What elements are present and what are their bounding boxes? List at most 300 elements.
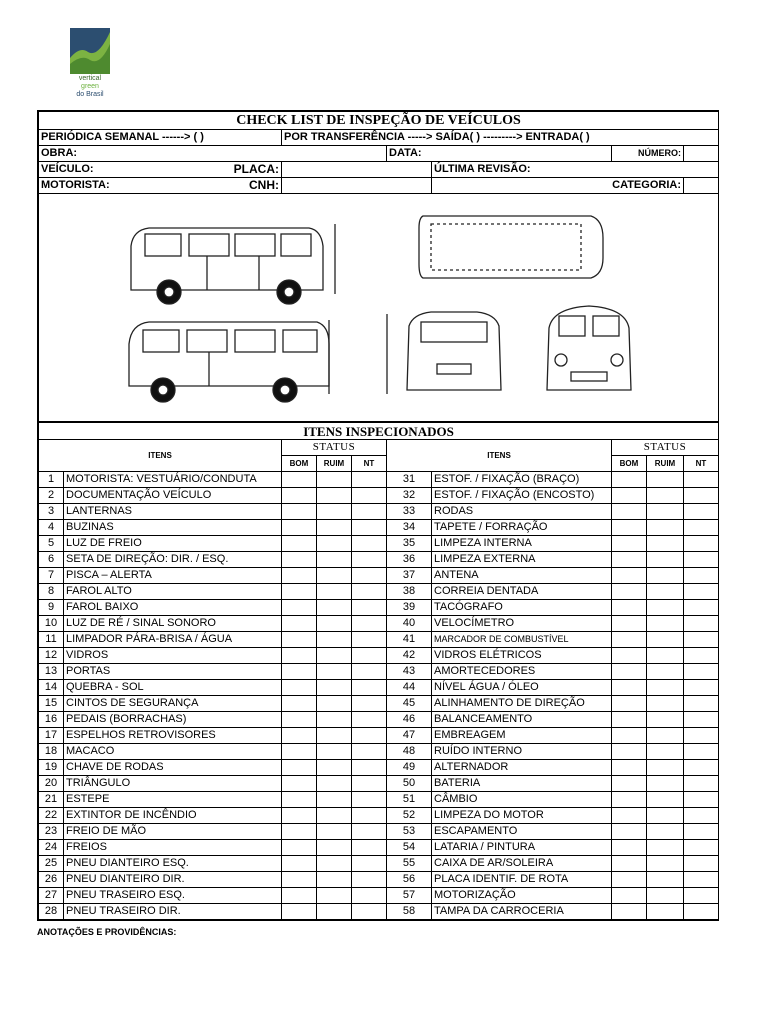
item-number: 43 (387, 664, 432, 680)
categoria-input[interactable] (684, 178, 719, 194)
status-ruim-cell[interactable] (647, 728, 684, 744)
status-ruim-cell[interactable] (647, 472, 684, 488)
item-number: 44 (387, 680, 432, 696)
itens-header-right: ITENS (387, 440, 612, 472)
status-bom-cell[interactable] (282, 840, 317, 856)
status-nt-cell[interactable] (352, 600, 387, 616)
status-ruim-cell[interactable] (647, 632, 684, 648)
status-bom-cell[interactable] (612, 488, 647, 504)
item-label: RUÍDO INTERNO (432, 744, 612, 760)
status-ruim-cell[interactable] (317, 680, 352, 696)
status-ruim-cell[interactable] (317, 728, 352, 744)
item-label: LIMPEZA DO MOTOR (432, 808, 612, 824)
table-row (39, 824, 719, 840)
status-bom-cell[interactable] (612, 536, 647, 552)
item-label: PNEU DIANTEIRO ESQ. (64, 856, 282, 872)
status-nt-cell[interactable] (352, 744, 387, 760)
status-bom-cell[interactable] (612, 792, 647, 808)
status-nt-cell[interactable] (684, 584, 719, 600)
status-header-left: STATUS (282, 440, 387, 456)
status-ruim-cell[interactable] (647, 664, 684, 680)
status-ruim-cell[interactable] (647, 824, 684, 840)
obra-field[interactable]: OBRA: (39, 146, 387, 162)
logo-mark-icon (70, 28, 110, 74)
status-ruim-cell[interactable] (317, 568, 352, 584)
item-number: 11 (39, 632, 64, 648)
periodica-field[interactable]: PERIÓDICA SEMANAL ------> ( ) (39, 130, 282, 146)
status-ruim-cell[interactable] (647, 600, 684, 616)
item-number: 53 (387, 824, 432, 840)
status-bom-cell[interactable] (282, 472, 317, 488)
status-ruim-cell[interactable] (317, 888, 352, 904)
item-number: 32 (387, 488, 432, 504)
item-label: TAPETE / FORRAÇÃO (432, 520, 612, 536)
status-bom-cell[interactable] (282, 536, 317, 552)
status-ruim-cell[interactable] (647, 584, 684, 600)
status-nt-cell[interactable] (352, 904, 387, 920)
item-label: MARCADOR DE COMBUSTÍVEL (432, 632, 612, 648)
status-ruim-cell[interactable] (317, 552, 352, 568)
status-nt-cell[interactable] (352, 584, 387, 600)
status-bom-cell[interactable] (282, 520, 317, 536)
table-row (39, 632, 719, 648)
item-label: ALTERNADOR (432, 760, 612, 776)
item-number: 38 (387, 584, 432, 600)
item-label: MOTORISTA: VESTUÁRIO/CONDUTA (64, 472, 282, 488)
inspection-table (38, 422, 719, 920)
data-field[interactable]: DATA: (387, 146, 612, 162)
status-nt-cell[interactable] (684, 536, 719, 552)
status-nt-cell[interactable] (684, 888, 719, 904)
status-bom-cell[interactable] (282, 728, 317, 744)
status-bom-cell[interactable] (282, 648, 317, 664)
item-number: 34 (387, 520, 432, 536)
status-bom-cell[interactable] (612, 664, 647, 680)
item-label: PISCA – ALERTA (64, 568, 282, 584)
table-row (39, 616, 719, 632)
vehicle-diagram (39, 194, 717, 416)
status-nt-cell[interactable] (684, 744, 719, 760)
veiculo-field[interactable] (39, 162, 282, 178)
ruim-header: RUIM (317, 456, 352, 472)
table-row (39, 856, 719, 872)
status-ruim-cell[interactable] (647, 904, 684, 920)
item-label: ESPELHOS RETROVISORES (64, 728, 282, 744)
item-label: CÂMBIO (432, 792, 612, 808)
status-bom-cell[interactable] (612, 472, 647, 488)
motorista-label: MOTORISTA: (41, 179, 110, 191)
status-bom-cell[interactable] (612, 632, 647, 648)
item-label: PEDAIS (BORRACHAS) (64, 712, 282, 728)
status-bom-cell[interactable] (612, 904, 647, 920)
status-nt-cell[interactable] (352, 488, 387, 504)
status-ruim-cell[interactable] (647, 888, 684, 904)
item-number: 37 (387, 568, 432, 584)
item-label: FREIO DE MÃO (64, 824, 282, 840)
status-ruim-cell[interactable] (647, 696, 684, 712)
status-bom-cell[interactable] (282, 856, 317, 872)
item-label: VIDROS ELÉTRICOS (432, 648, 612, 664)
numero-input[interactable] (684, 146, 719, 162)
status-nt-cell[interactable] (352, 536, 387, 552)
item-number: 33 (387, 504, 432, 520)
status-bom-cell[interactable] (282, 760, 317, 776)
item-number: 51 (387, 792, 432, 808)
status-nt-cell[interactable] (352, 776, 387, 792)
status-ruim-cell[interactable] (647, 840, 684, 856)
item-number: 20 (39, 776, 64, 792)
status-nt-cell[interactable] (684, 696, 719, 712)
status-ruim-cell[interactable] (647, 776, 684, 792)
status-bom-cell[interactable] (282, 600, 317, 616)
item-number: 55 (387, 856, 432, 872)
item-label: CORREIA DENTADA (432, 584, 612, 600)
status-bom-cell[interactable] (612, 504, 647, 520)
status-nt-cell[interactable] (352, 792, 387, 808)
status-nt-cell[interactable] (684, 760, 719, 776)
status-bom-cell[interactable] (282, 712, 317, 728)
table-row (39, 712, 719, 728)
status-bom-cell[interactable] (282, 904, 317, 920)
status-ruim-cell[interactable] (317, 584, 352, 600)
item-number: 5 (39, 536, 64, 552)
status-ruim-cell[interactable] (317, 872, 352, 888)
item-number: 35 (387, 536, 432, 552)
item-number: 27 (39, 888, 64, 904)
status-nt-cell[interactable] (352, 888, 387, 904)
status-bom-cell[interactable] (612, 840, 647, 856)
item-label: LUZ DE RÉ / SINAL SONORO (64, 616, 282, 632)
item-label: ESTEPE (64, 792, 282, 808)
status-bom-cell[interactable] (612, 584, 647, 600)
status-ruim-cell[interactable] (317, 808, 352, 824)
item-number: 19 (39, 760, 64, 776)
item-number: 56 (387, 872, 432, 888)
item-number: 18 (39, 744, 64, 760)
status-bom-cell[interactable] (612, 712, 647, 728)
status-ruim-cell[interactable] (317, 744, 352, 760)
item-label: PNEU DIANTEIRO DIR. (64, 872, 282, 888)
status-bom-cell[interactable] (282, 888, 317, 904)
veiculo-label: VEÍCULO: (41, 163, 94, 175)
status-nt-cell[interactable] (684, 824, 719, 840)
inspection-title: ITENS INSPECIONADOS (39, 423, 719, 440)
item-number: 23 (39, 824, 64, 840)
item-number: 41 (387, 632, 432, 648)
status-bom-cell[interactable] (612, 568, 647, 584)
status-bom-cell[interactable] (282, 488, 317, 504)
item-label: VIDROS (64, 648, 282, 664)
status-ruim-cell[interactable] (317, 488, 352, 504)
item-label: CAIXA DE AR/SOLEIRA (432, 856, 612, 872)
item-label: LANTERNAS (64, 504, 282, 520)
status-ruim-cell[interactable] (647, 616, 684, 632)
item-number: 46 (387, 712, 432, 728)
placa-input[interactable] (282, 162, 432, 178)
itens-header-left: ITENS (39, 440, 282, 472)
status-header-right: STATUS (612, 440, 719, 456)
header-table (38, 111, 719, 422)
status-bom-cell[interactable] (282, 808, 317, 824)
status-bom-cell[interactable] (612, 872, 647, 888)
transferencia-field[interactable]: POR TRANSFERÊNCIA -----> SAÍDA( ) ---------> ENTRADA( ) (282, 130, 719, 146)
status-nt-cell[interactable] (352, 552, 387, 568)
status-ruim-cell[interactable] (647, 856, 684, 872)
item-number: 9 (39, 600, 64, 616)
table-row (39, 840, 719, 856)
status-nt-cell[interactable] (352, 872, 387, 888)
status-ruim-cell[interactable] (317, 600, 352, 616)
status-ruim-cell[interactable] (647, 744, 684, 760)
status-nt-cell[interactable] (684, 728, 719, 744)
status-bom-cell[interactable] (612, 808, 647, 824)
status-nt-cell[interactable] (684, 552, 719, 568)
status-nt-cell[interactable] (684, 632, 719, 648)
item-number: 47 (387, 728, 432, 744)
status-nt-cell[interactable] (684, 776, 719, 792)
table-row (39, 472, 719, 488)
status-ruim-cell[interactable] (647, 648, 684, 664)
status-ruim-cell[interactable] (647, 504, 684, 520)
status-nt-cell[interactable] (352, 696, 387, 712)
table-row (39, 600, 719, 616)
status-bom-cell[interactable] (282, 664, 317, 680)
status-nt-cell[interactable] (352, 504, 387, 520)
item-label: PNEU TRASEIRO ESQ. (64, 888, 282, 904)
status-bom-cell[interactable] (282, 584, 317, 600)
status-nt-cell[interactable] (684, 504, 719, 520)
status-ruim-cell[interactable] (647, 536, 684, 552)
status-nt-cell[interactable] (352, 728, 387, 744)
item-number: 21 (39, 792, 64, 808)
status-ruim-cell[interactable] (317, 856, 352, 872)
status-bom-cell[interactable] (612, 856, 647, 872)
status-ruim-cell[interactable] (317, 760, 352, 776)
status-ruim-cell[interactable] (647, 712, 684, 728)
status-bom-cell[interactable] (282, 776, 317, 792)
status-bom-cell[interactable] (282, 632, 317, 648)
status-nt-cell[interactable] (352, 648, 387, 664)
status-ruim-cell[interactable] (317, 648, 352, 664)
status-ruim-cell[interactable] (317, 664, 352, 680)
item-label: ESCAPAMENTO (432, 824, 612, 840)
status-ruim-cell[interactable] (317, 696, 352, 712)
cnh-input[interactable] (282, 178, 432, 194)
status-bom-cell[interactable] (282, 568, 317, 584)
item-label: TRIÂNGULO (64, 776, 282, 792)
item-label: CINTOS DE SEGURANÇA (64, 696, 282, 712)
status-ruim-cell[interactable] (317, 824, 352, 840)
status-ruim-cell[interactable] (317, 616, 352, 632)
status-bom-cell[interactable] (612, 824, 647, 840)
status-bom-cell[interactable] (612, 600, 647, 616)
item-label: ESTOF. / FIXAÇÃO (BRAÇO) (432, 472, 612, 488)
status-ruim-cell[interactable] (647, 808, 684, 824)
status-ruim-cell[interactable] (317, 712, 352, 728)
bom-header: BOM (282, 456, 317, 472)
status-nt-cell[interactable] (684, 520, 719, 536)
item-label: QUEBRA - SOL (64, 680, 282, 696)
item-number: 39 (387, 600, 432, 616)
item-number: 3 (39, 504, 64, 520)
numero-label: NÚMERO: (612, 146, 684, 162)
status-ruim-cell[interactable] (647, 760, 684, 776)
status-nt-cell[interactable] (352, 616, 387, 632)
status-ruim-cell[interactable] (647, 488, 684, 504)
table-row (39, 760, 719, 776)
status-nt-cell[interactable] (684, 600, 719, 616)
status-bom-cell[interactable] (612, 744, 647, 760)
item-label: NÍVEL ÁGUA / ÓLEO (432, 680, 612, 696)
status-bom-cell[interactable] (282, 792, 317, 808)
status-bom-cell[interactable] (612, 776, 647, 792)
status-nt-cell[interactable] (684, 568, 719, 584)
table-row (39, 488, 719, 504)
item-number: 7 (39, 568, 64, 584)
ultima-revisao-field[interactable]: ÚLTIMA REVISÃO: (432, 162, 719, 178)
status-bom-cell[interactable] (612, 728, 647, 744)
item-number: 22 (39, 808, 64, 824)
status-nt-cell[interactable] (684, 872, 719, 888)
status-nt-cell[interactable] (684, 664, 719, 680)
status-ruim-cell[interactable] (647, 872, 684, 888)
table-row (39, 696, 719, 712)
item-number: 54 (387, 840, 432, 856)
status-ruim-cell[interactable] (317, 840, 352, 856)
table-row (39, 776, 719, 792)
status-nt-cell[interactable] (684, 648, 719, 664)
table-row (39, 552, 719, 568)
item-label: BATERIA (432, 776, 612, 792)
status-ruim-cell[interactable] (647, 568, 684, 584)
status-ruim-cell[interactable] (647, 792, 684, 808)
item-number: 13 (39, 664, 64, 680)
status-nt-cell[interactable] (352, 680, 387, 696)
logo-text-line1: vertical (78, 75, 102, 82)
status-nt-cell[interactable] (352, 808, 387, 824)
status-nt-cell[interactable] (684, 840, 719, 856)
item-label: PNEU TRASEIRO DIR. (64, 904, 282, 920)
table-row (39, 872, 719, 888)
nt-header: NT (352, 456, 387, 472)
status-bom-cell[interactable] (282, 696, 317, 712)
status-ruim-cell[interactable] (317, 792, 352, 808)
item-number: 49 (387, 760, 432, 776)
status-bom-cell[interactable] (612, 648, 647, 664)
status-bom-cell[interactable] (612, 888, 647, 904)
status-ruim-cell[interactable] (317, 632, 352, 648)
status-ruim-cell[interactable] (317, 904, 352, 920)
item-label: LATARIA / PINTURA (432, 840, 612, 856)
form-title: CHECK LIST DE INSPEÇÃO DE VEÍCULOS (39, 112, 719, 130)
status-nt-cell[interactable] (352, 472, 387, 488)
ruim-header: RUIM (647, 456, 684, 472)
motorista-field[interactable] (39, 178, 282, 194)
status-nt-cell[interactable] (684, 616, 719, 632)
status-nt-cell[interactable] (352, 856, 387, 872)
status-ruim-cell[interactable] (647, 520, 684, 536)
status-nt-cell[interactable] (352, 840, 387, 856)
status-ruim-cell[interactable] (317, 776, 352, 792)
van-rear-view (387, 312, 501, 394)
table-row (39, 664, 719, 680)
status-bom-cell[interactable] (612, 760, 647, 776)
status-bom-cell[interactable] (612, 616, 647, 632)
status-bom-cell[interactable] (282, 680, 317, 696)
logo-text-line3: do Brasil (76, 91, 104, 98)
item-label: TACÓGRAFO (432, 600, 612, 616)
notes-label: ANOTAÇÕES E PROVIDÊNCIAS: (37, 927, 177, 937)
status-nt-cell[interactable] (684, 856, 719, 872)
item-label: BALANCEAMENTO (432, 712, 612, 728)
table-row (39, 888, 719, 904)
table-row (39, 728, 719, 744)
table-row (39, 792, 719, 808)
status-nt-cell[interactable] (684, 808, 719, 824)
item-number: 17 (39, 728, 64, 744)
status-bom-cell[interactable] (282, 552, 317, 568)
status-nt-cell[interactable] (352, 520, 387, 536)
item-number: 28 (39, 904, 64, 920)
status-ruim-cell[interactable] (647, 552, 684, 568)
status-ruim-cell[interactable] (647, 680, 684, 696)
status-bom-cell[interactable] (282, 504, 317, 520)
company-logo (60, 28, 120, 104)
item-number: 48 (387, 744, 432, 760)
status-bom-cell[interactable] (612, 520, 647, 536)
status-bom-cell[interactable] (612, 552, 647, 568)
item-number: 42 (387, 648, 432, 664)
status-bom-cell[interactable] (282, 872, 317, 888)
status-bom-cell[interactable] (612, 680, 647, 696)
status-ruim-cell[interactable] (317, 504, 352, 520)
categoria-label: CATEGORIA: (432, 178, 684, 194)
item-number: 57 (387, 888, 432, 904)
item-label: LIMPEZA EXTERNA (432, 552, 612, 568)
item-number: 12 (39, 648, 64, 664)
status-nt-cell[interactable] (684, 904, 719, 920)
item-label: LUZ DE FREIO (64, 536, 282, 552)
status-nt-cell[interactable] (352, 568, 387, 584)
status-nt-cell[interactable] (684, 472, 719, 488)
placa-label: PLACA: (233, 162, 279, 176)
item-number: 16 (39, 712, 64, 728)
status-nt-cell[interactable] (352, 760, 387, 776)
table-row (39, 584, 719, 600)
table-row (39, 904, 719, 920)
item-number: 4 (39, 520, 64, 536)
status-nt-cell[interactable] (684, 712, 719, 728)
status-nt-cell[interactable] (352, 824, 387, 840)
status-ruim-cell[interactable] (317, 520, 352, 536)
status-ruim-cell[interactable] (317, 536, 352, 552)
status-nt-cell[interactable] (684, 792, 719, 808)
status-nt-cell[interactable] (684, 488, 719, 504)
item-label: TAMPA DA CARROCERIA (432, 904, 612, 920)
status-nt-cell[interactable] (684, 680, 719, 696)
status-bom-cell[interactable] (282, 824, 317, 840)
status-bom-cell[interactable] (282, 616, 317, 632)
status-bom-cell[interactable] (282, 744, 317, 760)
status-nt-cell[interactable] (352, 632, 387, 648)
table-row (39, 536, 719, 552)
item-number: 58 (387, 904, 432, 920)
table-row (39, 680, 719, 696)
status-bom-cell[interactable] (612, 696, 647, 712)
status-ruim-cell[interactable] (317, 472, 352, 488)
status-nt-cell[interactable] (352, 664, 387, 680)
status-nt-cell[interactable] (352, 712, 387, 728)
